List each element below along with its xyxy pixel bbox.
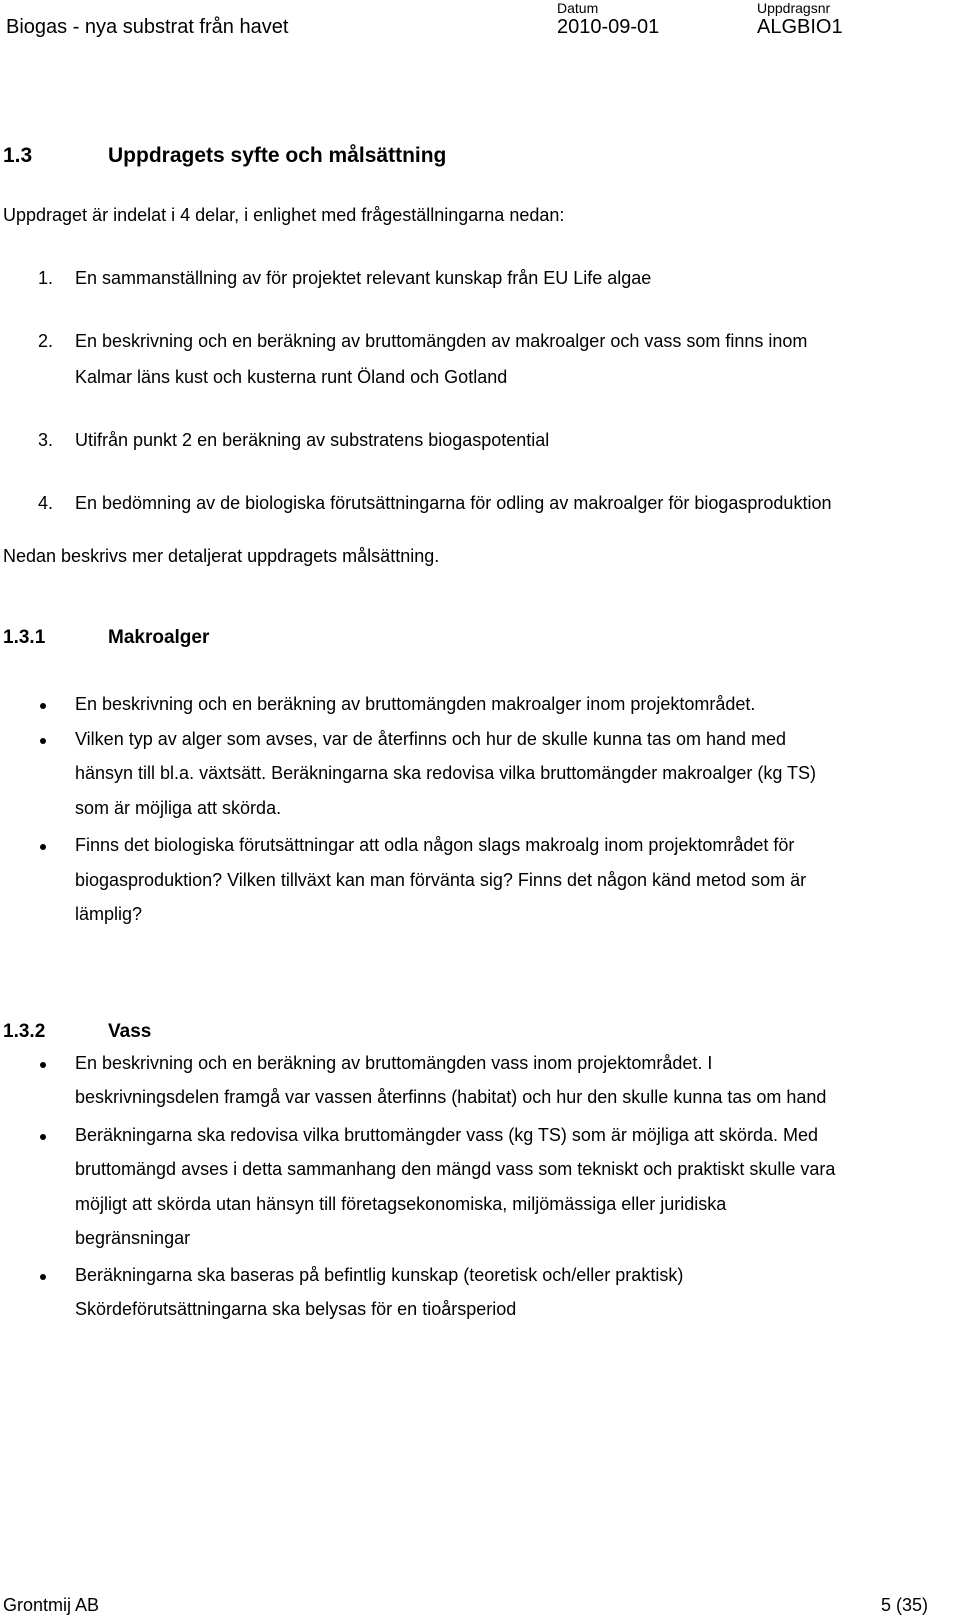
list-number: 3. bbox=[38, 430, 54, 450]
bullet-text: lämplig? bbox=[75, 904, 143, 924]
list-number: 1. bbox=[38, 268, 54, 288]
bullet-icon bbox=[40, 703, 46, 709]
footer-company: Grontmij AB bbox=[3, 1595, 100, 1615]
subsection-number: 1.3.2 bbox=[3, 1021, 46, 1042]
bullet-text: beskrivningsdelen framgå var vassen återfinns (habitat) och hur den skulle kunna tas om hand bbox=[75, 1087, 827, 1107]
date-label: Datum bbox=[557, 0, 599, 16]
document-title: Biogas - nya substrat från havet bbox=[6, 16, 289, 38]
bullet-text: Beräkningarna ska redovisa vilka bruttomängder vass (kg TS) som är möjliga att skörda. Med bbox=[75, 1125, 818, 1145]
bullet-text: En beskrivning och en beräkning av bruttomängden vass inom projektområdet. I bbox=[75, 1053, 713, 1073]
list-item: Utifrån punkt 2 en beräkning av substratens biogaspotential bbox=[75, 430, 550, 450]
bullet-text: begränsningar bbox=[75, 1228, 191, 1248]
bullet-text: som är möjliga att skörda. bbox=[75, 798, 282, 818]
footer-page-number: 5 (35) bbox=[880, 1595, 928, 1615]
bullet-icon bbox=[40, 844, 46, 850]
assignment-value: ALGBIO1 bbox=[757, 16, 843, 38]
subsection-title: Makroalger bbox=[108, 627, 210, 648]
list-item: Kalmar läns kust och kusterna runt Öland och Gotland bbox=[75, 367, 508, 387]
subsection-title: Vass bbox=[108, 1021, 152, 1042]
section-number: 1.3 bbox=[3, 144, 33, 167]
section-outro: Nedan beskrivs mer detaljerat uppdragets målsättning. bbox=[3, 546, 440, 566]
list-item: En bedömning av de biologiska förutsättningarna för odling av makroalger för biogasproduktion bbox=[75, 493, 832, 513]
subsection-number: 1.3.1 bbox=[3, 627, 46, 648]
list-item: En beskrivning och en beräkning av bruttomängden av makroalger och vass som finns inom bbox=[75, 331, 808, 351]
bullet-icon bbox=[40, 738, 46, 744]
assignment-label: Uppdragsnr bbox=[757, 0, 831, 16]
list-number: 4. bbox=[38, 493, 54, 513]
bullet-icon bbox=[40, 1062, 46, 1068]
section-title: Uppdragets syfte och målsättning bbox=[108, 144, 447, 167]
bullet-text: hänsyn till bl.a. växtsätt. Beräkningarna ska redovisa vilka bruttomängder makroalger (kg TS) bbox=[75, 763, 817, 783]
list-item: En sammanställning av för projektet relevant kunskap från EU Life algae bbox=[75, 268, 652, 288]
bullet-text: Finns det biologiska förutsättningar att odla någon slags makroalg inom projektområdet för bbox=[75, 835, 795, 855]
bullet-text: biogasproduktion? Vilken tillväxt kan man förvänta sig? Finns det någon känd metod som är bbox=[75, 870, 807, 890]
bullet-text: En beskrivning och en beräkning av bruttomängden makroalger inom projektområdet. bbox=[75, 694, 756, 714]
bullet-icon bbox=[40, 1274, 46, 1280]
bullet-text: Vilken typ av alger som avses, var de återfinns och hur de skulle kunna tas om hand med bbox=[75, 729, 787, 749]
bullet-text: Skördeförutsättningarna ska belysas för en tioårsperiod bbox=[75, 1299, 517, 1319]
bullet-text: möjligt att skörda utan hänsyn till företagsekonomiska, miljömässiga eller juridiska bbox=[75, 1194, 727, 1214]
bullet-text: bruttomängd avses i detta sammanhang den mängd vass som tekniskt och praktiskt skulle vara bbox=[75, 1159, 836, 1179]
bullet-text: Beräkningarna ska baseras på befintlig kunskap (teoretisk och/eller praktisk) bbox=[75, 1265, 684, 1285]
bullet-icon bbox=[40, 1134, 46, 1140]
section-intro: Uppdraget är indelat i 4 delar, i enlighet med frågeställningarna nedan: bbox=[3, 205, 565, 225]
list-number: 2. bbox=[38, 331, 54, 351]
date-value: 2010-09-01 bbox=[557, 16, 660, 38]
